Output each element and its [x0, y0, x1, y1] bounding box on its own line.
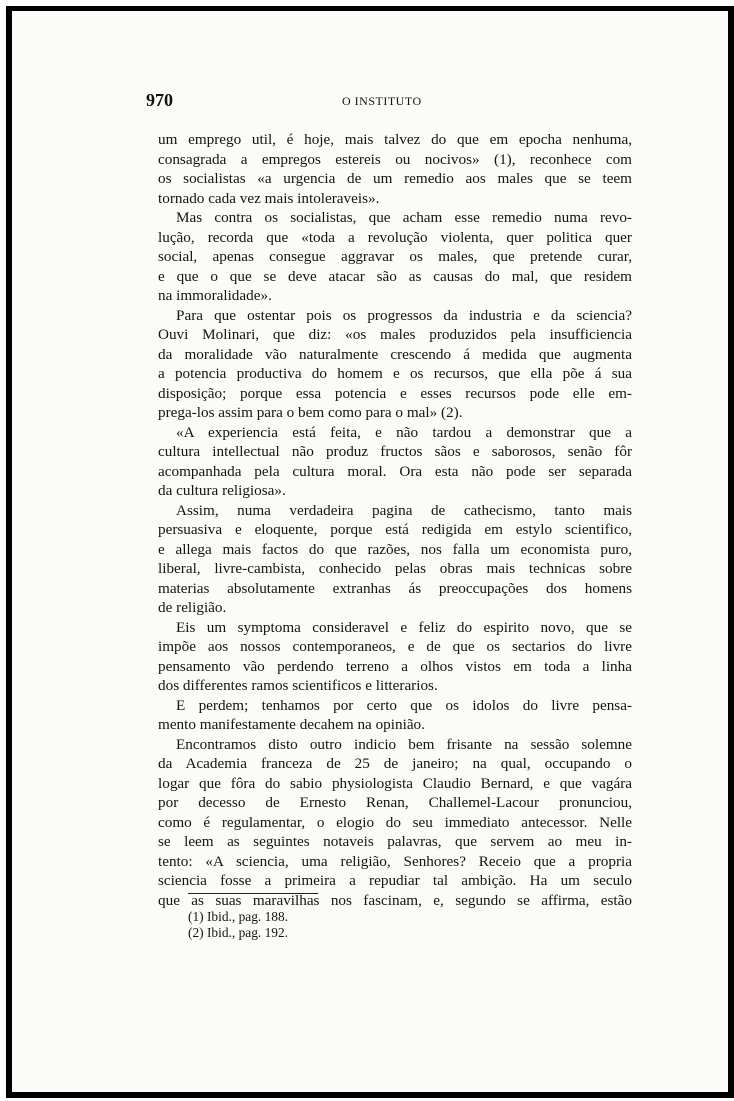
page-header	[146, 90, 636, 114]
text-line: da Academia franceza de 25 de janeiro; na qual, occupando o	[158, 755, 632, 772]
footnote: (2) Ibid., pag. 192.	[188, 925, 289, 940]
text-line: como é regulamentar, o elogio do seu immediato antecessor. Nelle	[158, 813, 632, 831]
text-line: liberal, livre-cambista, conhecido pelas obras mais technicas sobre	[158, 560, 632, 577]
text-line: Mas contra os socialistas, que acham esse remedio numa revo-	[176, 209, 632, 226]
text-line: cultura intellectual não produz fructos sãos e saborosos, senão fôr	[158, 443, 632, 460]
text-line: «A experiencia está feita, e não tardou a demonstrar que a	[176, 423, 632, 441]
text-line: tento: «A sciencia, uma religião, Senhores? Receio que a propria	[158, 852, 632, 870]
text-line: pensamento vão perdendo terreno a olhos vistos em toda a linha	[158, 657, 632, 675]
text-line: se leem as seguintes notaveis palavras, que servem ao meu in-	[158, 833, 632, 850]
text-line: social, apenas consegue aggravar os males, que pretende curar,	[158, 248, 632, 265]
text-line: disposição; porque essa potencia e esses recursos pode elle em-	[158, 384, 632, 402]
text-line: na immoralidade».	[158, 287, 272, 304]
text-line: E perdem; tenhamos por certo que os idolos do livre pensa-	[176, 696, 632, 714]
running-title: O INSTITUTO	[342, 94, 422, 108]
footnote-rule	[188, 893, 318, 894]
body-text	[158, 130, 632, 910]
text-line: de religião.	[158, 599, 227, 616]
text-line: da moralidade vão naturalmente crescendo á medida que augmenta	[158, 345, 632, 363]
page-number: 970	[146, 90, 173, 110]
text-line: Ouvi Molinari, que diz: «os males produzidos pela insufficiencia	[158, 326, 632, 343]
text-line: logar que fôra do sabio physiologista Claudio Bernard, e que vagára	[158, 774, 632, 792]
text-line: acompanhada pela cultura moral. Ora esta não pode ser separada	[158, 462, 632, 480]
text-line: a potencia productiva do homem e os recursos, que ella põe á sua	[158, 365, 632, 382]
text-line: Assim, numa verdadeira pagina de cathecismo, tanto mais	[176, 501, 632, 519]
text-line: um emprego util, é hoje, mais talvez do que em epocha nenhuma,	[158, 131, 632, 148]
text-line: e que o que se deve atacar são as causas do mal, que residem	[158, 267, 632, 285]
text-line: persuasiva e eloquente, porque está redigida em estylo scientifico,	[158, 521, 632, 538]
text-line: sciencia fosse a primeira a repudiar tal ambição. Ha um seculo	[158, 872, 632, 889]
footnotes	[188, 909, 288, 941]
text-line: tornado cada vez mais intoleraveis».	[158, 189, 380, 207]
text-line: que as suas maravilhas nos fascinam, e, segundo se affirma, estão	[158, 891, 632, 909]
text-line: prega-los assim para o bem como para o mal» (2).	[158, 404, 463, 421]
text-line: impõe aos nossos contemporaneos, e de que os sectarios do livre	[158, 638, 632, 655]
text-line: Encontramos disto outro indicio bem frisante na sessão solemne	[176, 735, 632, 753]
text-line: por decesso de Ernesto Renan, Challemel-Lacour pronunciou,	[158, 794, 632, 811]
text-line: da cultura religiosa».	[158, 482, 286, 499]
text-line: e allega mais factos do que razões, nos falla um economista puro,	[158, 540, 632, 558]
text-line: materias absolutamente extranhas ás preoccupações dos homens	[158, 579, 632, 597]
text-line: consagrada a empregos estereis ou nocivos» (1), reconhece com	[158, 150, 632, 168]
text-line: os socialistas «a urgencia de um remedio aos males que se teem	[158, 170, 632, 187]
text-line: lução, recorda que «toda a revolução violenta, quer politica quer	[158, 228, 632, 246]
text-line: mento manifestamente decahem na opinião.	[158, 716, 425, 733]
text-line: Para que ostentar pois os progressos da industria e da sciencia?	[176, 306, 632, 324]
text-line: Eis um symptoma consideravel e feliz do espirito novo, que se	[176, 618, 632, 636]
text-line: dos differentes ramos scientificos e litterarios.	[158, 677, 438, 694]
footnote: (1) Ibid., pag. 188.	[188, 909, 289, 924]
